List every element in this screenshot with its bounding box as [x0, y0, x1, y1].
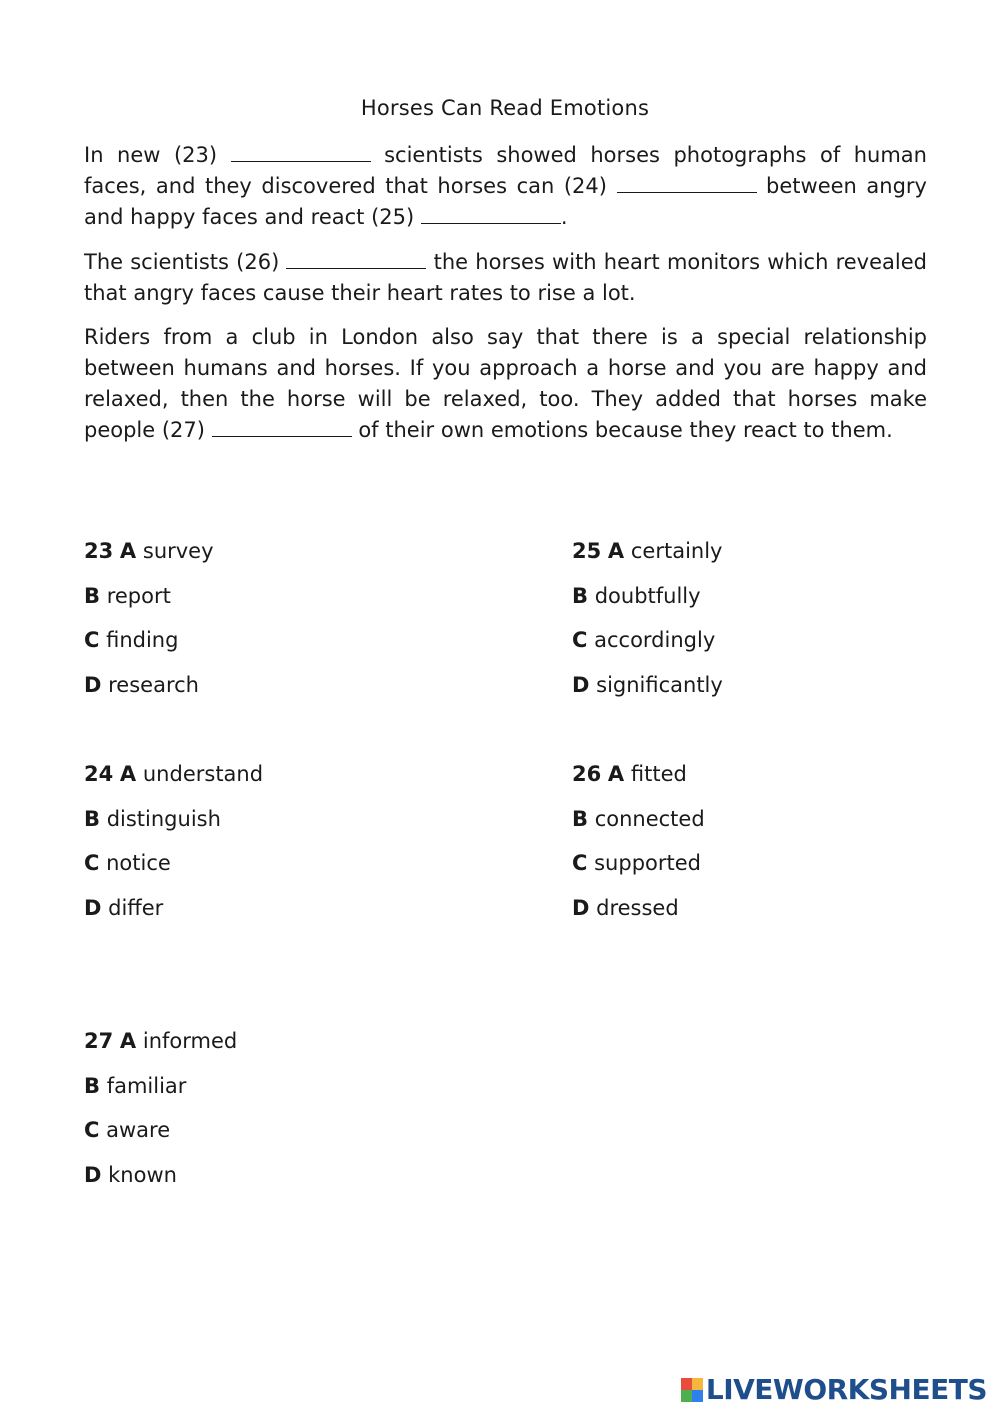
option-24-d[interactable]: [84, 894, 263, 939]
option-23-d[interactable]: [84, 671, 214, 716]
question-number: 26: [572, 762, 602, 786]
option-letter: C: [572, 851, 588, 876]
option-26-a[interactable]: [572, 760, 705, 805]
option-letter: D: [84, 673, 102, 698]
option-text: informed: [142, 1029, 238, 1053]
option-letter: B: [572, 806, 589, 831]
option-25-c[interactable]: [572, 626, 723, 671]
question-25: [572, 537, 723, 716]
option-letter: C: [572, 628, 588, 653]
option-25-b[interactable]: [572, 582, 723, 627]
option-letter: A: [119, 1029, 137, 1053]
paragraph-3-text-a: Riders from a club in London also say that there is a special relationship between humans and horses. If you approach a horse and you are happy and relaxed, then the horse will be relaxed, too. They added that horses make people (27): [84, 325, 927, 442]
blank-24[interactable]: [617, 174, 757, 193]
option-letter: A: [119, 539, 137, 563]
option-text: familiar: [106, 1073, 187, 1098]
option-text: dressed: [596, 896, 679, 921]
option-27-b[interactable]: [84, 1072, 237, 1117]
option-26-d[interactable]: [572, 894, 705, 939]
liveworksheets-logo-icon: [681, 1378, 703, 1402]
paragraph-3: [84, 322, 927, 446]
option-letter: B: [84, 1073, 101, 1098]
option-letter: D: [84, 896, 102, 921]
option-text: supported: [594, 851, 701, 876]
option-letter: D: [572, 673, 590, 698]
option-text: accordingly: [594, 628, 716, 653]
option-letter: C: [84, 851, 100, 876]
page-title: Horses Can Read Emotions: [360, 96, 650, 120]
option-letter: B: [84, 583, 101, 608]
question-number: 25: [572, 539, 602, 563]
option-24-a[interactable]: [84, 760, 263, 805]
paragraph-1-text-d: .: [560, 205, 568, 229]
logo-square-green: [681, 1390, 692, 1402]
option-text: distinguish: [106, 806, 221, 831]
option-text: finding: [106, 628, 179, 653]
option-letter: D: [84, 1163, 102, 1188]
option-25-a[interactable]: [572, 537, 723, 582]
paragraph-1: [84, 140, 927, 233]
option-text: notice: [106, 851, 171, 876]
option-letter: A: [607, 762, 625, 786]
paragraph-2-text-a: The scientists (26): [84, 250, 287, 274]
blank-25[interactable]: [421, 205, 561, 224]
blank-26[interactable]: [286, 250, 426, 269]
option-27-c[interactable]: [84, 1116, 237, 1161]
blank-27[interactable]: [212, 418, 352, 437]
option-letter: B: [572, 583, 589, 608]
question-number: 23: [84, 539, 114, 563]
option-26-c[interactable]: [572, 849, 705, 894]
option-letter: C: [84, 1118, 100, 1143]
option-text: research: [108, 673, 199, 698]
option-24-b[interactable]: [84, 805, 263, 850]
blank-23[interactable]: [231, 143, 371, 162]
option-text: survey: [142, 539, 214, 563]
question-number: 27: [84, 1029, 114, 1053]
logo-square-red: [681, 1378, 692, 1390]
option-text: known: [108, 1163, 177, 1188]
question-27: [84, 1027, 237, 1206]
logo-square-blue: [692, 1390, 703, 1402]
option-text: report: [106, 583, 171, 608]
option-text: certainly: [630, 539, 723, 563]
option-letter: C: [84, 628, 100, 653]
option-letter: B: [84, 806, 101, 831]
option-27-d[interactable]: [84, 1161, 237, 1206]
option-text: fitted: [630, 762, 687, 786]
option-text: differ: [108, 896, 164, 921]
question-23: [84, 537, 214, 716]
option-text: significantly: [596, 673, 723, 698]
paragraph-2-text-b: the horses with heart monitors which revealed that angry faces cause their heart rates to rise a lot.: [84, 250, 927, 305]
logo-square-yellow: [692, 1378, 703, 1390]
option-25-d[interactable]: [572, 671, 723, 716]
option-text: understand: [142, 762, 264, 786]
question-number: 24: [84, 762, 114, 786]
option-text: connected: [594, 806, 705, 831]
option-24-c[interactable]: [84, 849, 263, 894]
option-letter: D: [572, 896, 590, 921]
option-23-c[interactable]: [84, 626, 214, 671]
option-letter: A: [607, 539, 625, 563]
logo-text: LIVEWORKSHEETS: [705, 1373, 987, 1406]
option-23-a[interactable]: [84, 537, 214, 582]
option-27-a[interactable]: [84, 1027, 237, 1072]
option-23-b[interactable]: [84, 582, 214, 627]
option-text: doubtfully: [594, 583, 701, 608]
paragraph-3-text-b: of their own emotions because they react to them.: [351, 418, 893, 442]
option-text: aware: [106, 1118, 171, 1143]
question-26: [572, 760, 705, 939]
option-26-b[interactable]: [572, 805, 705, 850]
paragraph-1-text-b: scientists showed horses photographs of human faces, and they discovered that horses can (24): [84, 143, 927, 198]
paragraph-1-text-c: between angry and happy faces and react (25): [84, 174, 927, 229]
option-letter: A: [119, 762, 137, 786]
question-24: [84, 760, 263, 939]
paragraph-1-text-a: In new (23): [84, 143, 231, 167]
liveworksheets-logo[interactable]: [681, 1373, 987, 1406]
paragraph-2: [84, 247, 927, 309]
